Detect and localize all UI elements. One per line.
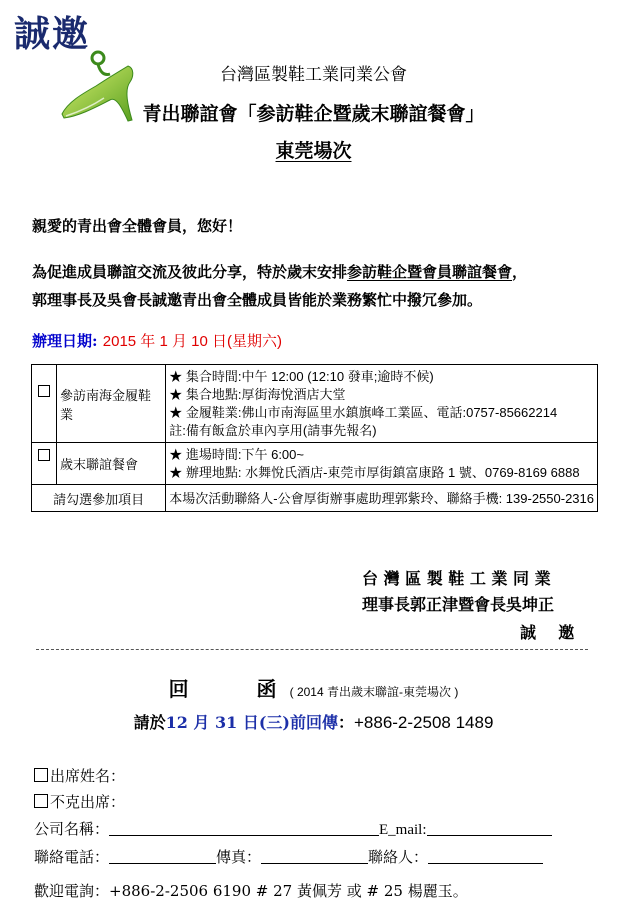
- greeting: 親愛的青出會全體會員，您好！: [32, 217, 243, 235]
- phone-label: 聯絡電話：: [34, 848, 110, 866]
- para1-end: ，: [512, 263, 528, 281]
- activity-name: 參訪南海金履鞋業: [56, 365, 165, 443]
- absent-checkbox[interactable]: [34, 794, 48, 808]
- inquiry-row: [34, 880, 468, 901]
- fax-field[interactable]: [261, 849, 368, 864]
- signature-invite: 誠 邀: [520, 623, 575, 642]
- event-date: [32, 330, 282, 351]
- deadline-prefix: 請於: [133, 713, 166, 732]
- inquiry-phone: +886-2-2506 6190 # 27 黃佩芳 或 # 25 楊麗玉。: [109, 882, 468, 900]
- absent-row[interactable]: [34, 791, 125, 812]
- reply-deadline: [0, 710, 627, 733]
- activity-details: [166, 365, 598, 443]
- deadline-sep: ：: [337, 713, 354, 732]
- checkbox[interactable]: [38, 449, 50, 461]
- para1-text: 為促進成員聯誼交流及彼此分享，特於歲末安排: [32, 263, 348, 281]
- divider: [36, 649, 588, 650]
- signature-org: 台 灣 區 製 鞋 工 業 同 業: [362, 569, 551, 588]
- invitation-title: 誠邀: [14, 13, 91, 55]
- absent-label: 不克出席：: [50, 793, 126, 811]
- schedule-table: [31, 364, 598, 512]
- inquiry-label: 歡迎電詢：: [34, 882, 110, 900]
- deadline-date: 12 月 31 日(三)前回傳: [165, 713, 338, 732]
- reply-subtitle: ( 2014 青出歲末聯誼-東莞場次 ): [289, 685, 459, 699]
- contact-line: 本場次活動聯絡人-公會厚街辦事處助理郭紫玲、聯絡手機: 139-2550-2316: [169, 490, 594, 506]
- table-row: [32, 443, 598, 485]
- attend-checkbox[interactable]: [34, 768, 48, 782]
- reply-heading: [0, 673, 627, 702]
- activity-name: 歲末聯誼餐會: [56, 443, 165, 485]
- fax-label: 傳真：: [216, 848, 262, 866]
- table-row: [32, 365, 598, 443]
- reply-fax-number: +886-2-2508 1489: [353, 713, 494, 732]
- contact-label: 聯絡人：: [368, 848, 429, 866]
- event-title: 青出聯誼會「参訪鞋企暨歲末聯誼餐會」: [142, 103, 485, 125]
- detail-line: ★ 辦理地點: 水舞悅氏酒店-東莞市厚街鎮富康路 1 號、0769-8169 6888: [169, 465, 580, 480]
- activity-details: [166, 443, 598, 485]
- checkbox-cell[interactable]: [32, 365, 57, 443]
- phone-row: [34, 846, 543, 867]
- para1-highlight: 参訪鞋企暨會員聯誼餐會: [347, 263, 513, 281]
- venue-title: 東莞場次: [275, 140, 352, 162]
- date-label: 辦理日期:: [32, 332, 103, 350]
- checkbox[interactable]: [38, 385, 50, 397]
- date-value: 2015 年 1 月 10 日(星期六): [102, 333, 282, 350]
- company-field[interactable]: [109, 821, 379, 836]
- select-items-label: 請勾選參加項目: [32, 485, 166, 512]
- detail-line: ★ 金履鞋業:佛山市南海區里水鎮旗峰工業區、電話:0757-85662214: [169, 405, 558, 420]
- detail-line: ★ 進場時間:下午 6:00~: [169, 447, 304, 462]
- checkbox-cell[interactable]: [32, 443, 57, 485]
- table-row: [32, 485, 598, 512]
- email-label: E_mail:: [379, 822, 427, 838]
- detail-line: ★ 集合地點:厚街海悅酒店大堂: [169, 387, 346, 402]
- company-row: [34, 818, 552, 839]
- detail-line: 註:備有飯盒於車內享用(請事先報名): [169, 423, 377, 438]
- contact-field[interactable]: [428, 849, 543, 864]
- signature-names: 理事長郭正津暨會長吳坤正: [362, 595, 555, 614]
- letter-paragraph-2: 郭理事長及吳會長誠邀青出會全體成員皆能於業務繁忙中撥冗參加。: [32, 291, 483, 309]
- email-field[interactable]: [427, 821, 552, 836]
- letter-paragraph-1: [32, 261, 527, 282]
- attend-label: 出席姓名：: [50, 767, 126, 785]
- contact-info: [166, 485, 598, 512]
- company-label: 公司名稱：: [34, 820, 110, 838]
- phone-field[interactable]: [109, 849, 216, 864]
- reply-title: 回 函: [168, 677, 285, 701]
- organization-name: 台灣區製鞋工業同業公會: [220, 65, 407, 85]
- attend-row[interactable]: [34, 765, 125, 786]
- detail-line: ★ 集合時間:中午 12:00 (12:10 發車;逾時不候): [169, 369, 434, 384]
